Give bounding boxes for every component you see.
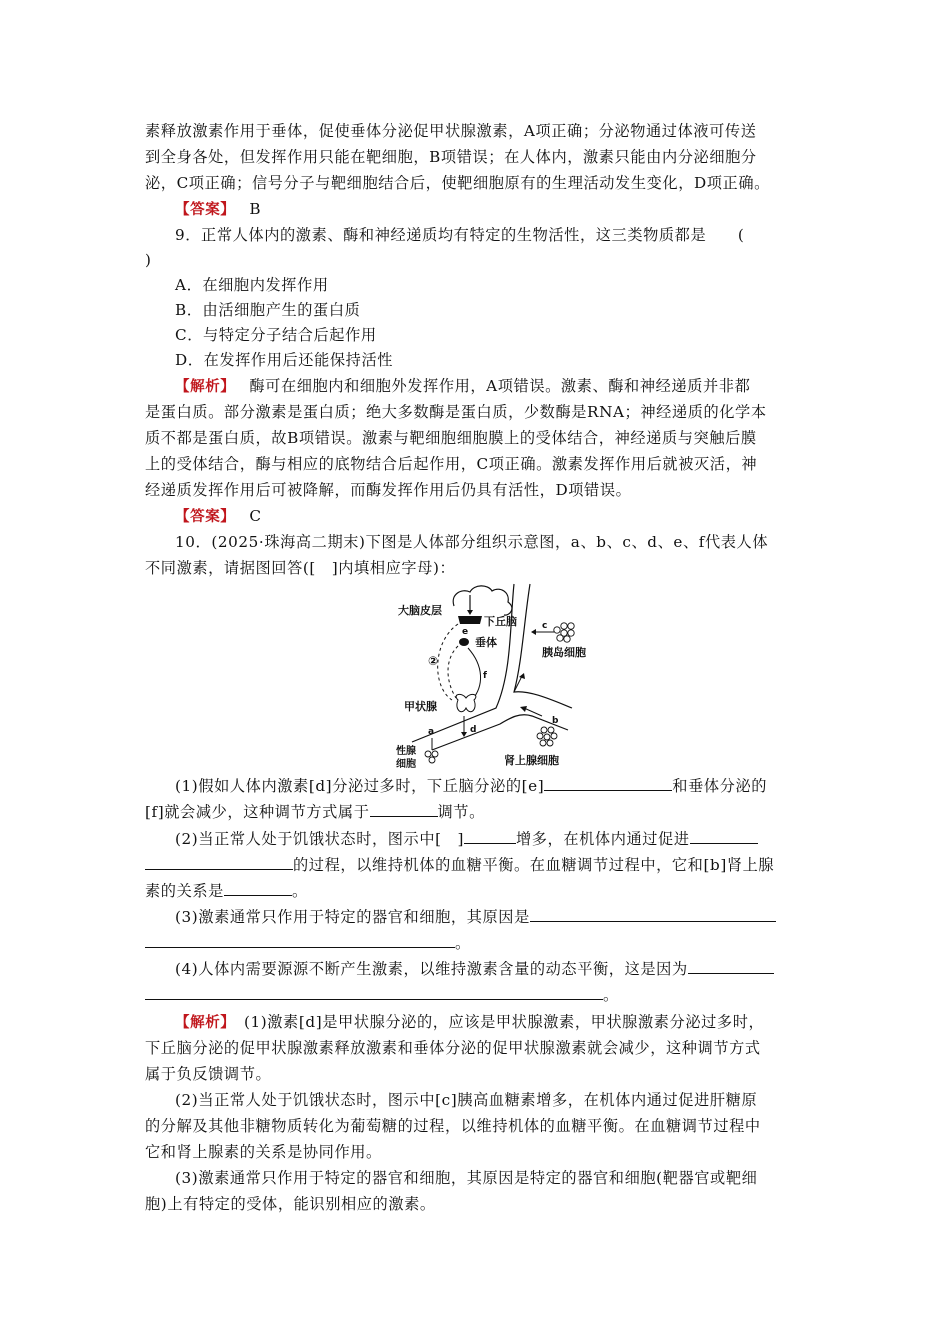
feedback-path — [438, 624, 458, 700]
arrow-head — [461, 732, 467, 737]
text: (1)假如人体内激素[d]分泌过多时，下丘脑分泌的[e] — [175, 777, 545, 795]
text-line: 泌，C项正确；信号分子与靶细胞结合后，使靶细胞原有的生理活动发生变化，D项正确。 — [145, 174, 770, 192]
answer-blank[interactable] — [688, 957, 774, 974]
analysis-line: 质不都是蛋白质，故B项错误。激素与靶细胞细胞膜上的受体结合，神经递质与突触后膜 — [145, 429, 757, 447]
label-adrenal: 肾上腺细胞 — [504, 754, 559, 767]
question-10-stem: 不同激素，请据图回答([ ]内填相应字母)： — [145, 559, 456, 577]
sub-question-1 — [175, 773, 835, 799]
answer-blank[interactable] — [530, 905, 776, 922]
sub-question-2 — [145, 852, 805, 878]
text: 和垂体分泌的 — [672, 777, 768, 795]
answer-tag: 【答案】 — [175, 509, 229, 525]
arrow-head — [520, 706, 527, 712]
option-d: D．在发挥作用后还能保持活性 — [175, 351, 394, 369]
answer-blank[interactable] — [145, 983, 603, 1000]
option-b: B．由活细胞产生的蛋白质 — [175, 301, 361, 319]
sub-question-3 — [145, 930, 805, 956]
adrenal-cells — [537, 727, 557, 746]
label-f: f — [483, 671, 487, 681]
answer-blank[interactable] — [145, 853, 293, 870]
label-d: d — [470, 725, 477, 735]
answer-blank[interactable] — [145, 931, 455, 948]
answer-line — [175, 196, 835, 223]
sub-question-2 — [145, 878, 805, 904]
sub-question-4 — [175, 956, 835, 982]
thyroid-shape — [456, 694, 476, 711]
cortex-outline — [453, 586, 512, 615]
analysis-text: 酶可在细胞内和细胞外发挥作用，A项错误。激素、酶和神经递质并非都 — [249, 377, 751, 395]
analysis-line — [175, 373, 835, 400]
text: (3)激素通常只作用于特定的器官和细胞，其原因是 — [175, 908, 530, 926]
answer-blank[interactable] — [224, 879, 292, 896]
gonad-cells — [425, 751, 438, 763]
answer-value: C — [249, 507, 262, 525]
sub-question-2 — [175, 826, 835, 852]
text: 。 — [455, 934, 471, 952]
text: 调节。 — [437, 803, 485, 821]
feedback-path — [448, 646, 458, 698]
label-a: a — [428, 727, 435, 737]
label-e: e — [462, 627, 469, 637]
text: 。 — [603, 986, 619, 1004]
analysis-line: 属于负反馈调节。 — [145, 1065, 272, 1083]
text: (4)人体内需要源源不断产生激素，以维持激素含量的动态平衡，这是因为 — [175, 960, 688, 978]
sub-question-1 — [145, 799, 805, 825]
flow-arrow — [514, 676, 522, 692]
answer-line — [175, 503, 835, 530]
analysis-line: 是蛋白质。部分激素是蛋白质；绝大多数酶是蛋白质，少数酶是RNA；神经递质的化学本 — [145, 403, 767, 421]
label-b: b — [552, 716, 559, 726]
question-9-stem-end: ) — [145, 251, 152, 269]
sub-question-3 — [175, 904, 835, 930]
text: [f]就会减少，这种调节方式属于 — [145, 803, 370, 821]
label-c: c — [542, 621, 548, 631]
text: 。 — [291, 882, 308, 900]
text-line: 到全身各处，但发挥作用只能在靶细胞，B项错误；在人体内，激素只能由内分泌细胞分 — [145, 148, 757, 166]
text: (2)当正常人处于饥饿状态时，图示中[ ] — [175, 830, 464, 848]
answer-value: B — [249, 200, 262, 218]
label-pituitary: 垂体 — [475, 636, 497, 649]
answer-blank[interactable] — [690, 827, 758, 844]
label-thyroid: 甲状腺 — [404, 700, 437, 713]
islet-cells — [554, 623, 574, 642]
label-islet: 胰岛细胞 — [542, 646, 586, 659]
endocrine-diagram — [392, 582, 610, 772]
label-gonad-cell: 细胞 — [396, 759, 416, 770]
text: 素的关系是 — [145, 882, 224, 900]
label-gonad: 性腺 — [396, 746, 416, 757]
arrow-head — [531, 629, 536, 635]
text: 的过程，以维持机体的血糖平衡。在血糖调节过程中，它和[b]肾上腺 — [293, 856, 775, 874]
answer-blank[interactable] — [544, 774, 672, 791]
question-10-stem: 10．(2025·珠海高二期末)下图是人体部分组织示意图，a、b、c、d、e、f代表人体 — [175, 533, 769, 551]
hypothalamus-shape — [458, 616, 482, 624]
analysis-line: 它和肾上腺素的关系是协同作用。 — [145, 1143, 382, 1161]
arrow-head — [467, 610, 473, 615]
answer-blank[interactable] — [370, 800, 438, 817]
option-a: A．在细胞内发挥作用 — [175, 276, 329, 294]
label-circle-2: ② — [428, 654, 439, 668]
text-line: 素释放激素作用于垂体，促使垂体分泌促甲状腺激素，A项正确；分泌物通过体液可传送 — [145, 122, 757, 140]
label-hypothalamus: 下丘脑 — [484, 615, 517, 628]
answer-blank[interactable] — [464, 827, 516, 844]
label-cortex: 大脑皮层 — [398, 604, 442, 617]
answer-tag: 【答案】 — [175, 202, 229, 218]
analysis-line: (2)当正常人处于饥饿状态时，图示中[c]胰高血糖素增多，在机体内通过促进肝糖原 — [175, 1091, 758, 1109]
pituitary-shape — [459, 638, 469, 646]
question-9-stem: 9．正常人体内的激素、酶和神经递质均有特定的生物活性，这三类物质都是 ( — [175, 226, 745, 244]
analysis-text: (1)激素[d]是甲状腺分泌的，应该是甲状腺激素，甲状腺激素分泌过多时， — [243, 1013, 765, 1031]
analysis-tag: 【解析】 — [175, 379, 229, 395]
option-c: C．与特定分子结合后起作用 — [175, 326, 377, 344]
analysis-line: 经递质发挥作用后可被降解，而酶发挥作用后仍具有活性，D项错误。 — [145, 481, 632, 499]
analysis-line: 的分解及其他非糖物质转化为葡萄糖的过程，以维持机体的血糖平衡。在血糖调节过程中 — [145, 1117, 761, 1135]
analysis-line — [175, 1009, 835, 1036]
hormone-f-path — [468, 648, 481, 700]
analysis-line: 上的受体结合，酶与相应的底物结合后起作用，C项正确。激素发挥作用后就被灭活，神 — [145, 455, 758, 473]
arrow-head — [519, 673, 525, 679]
analysis-line: 下丘脑分泌的促甲状腺激素释放激素和垂体分泌的促甲状腺激素就会减少，这种调节方式 — [145, 1039, 761, 1057]
text: 增多，在机体内通过促进 — [515, 830, 690, 848]
analysis-line: 胞)上有特定的受体，能识别相应的激素。 — [145, 1195, 436, 1213]
analysis-tag: 【解析】 — [175, 1015, 229, 1031]
sub-question-4 — [145, 982, 805, 1008]
analysis-line: (3)激素通常只作用于特定的器官和细胞，其原因是特定的器官和细胞(靶器官或靶细 — [175, 1169, 758, 1187]
